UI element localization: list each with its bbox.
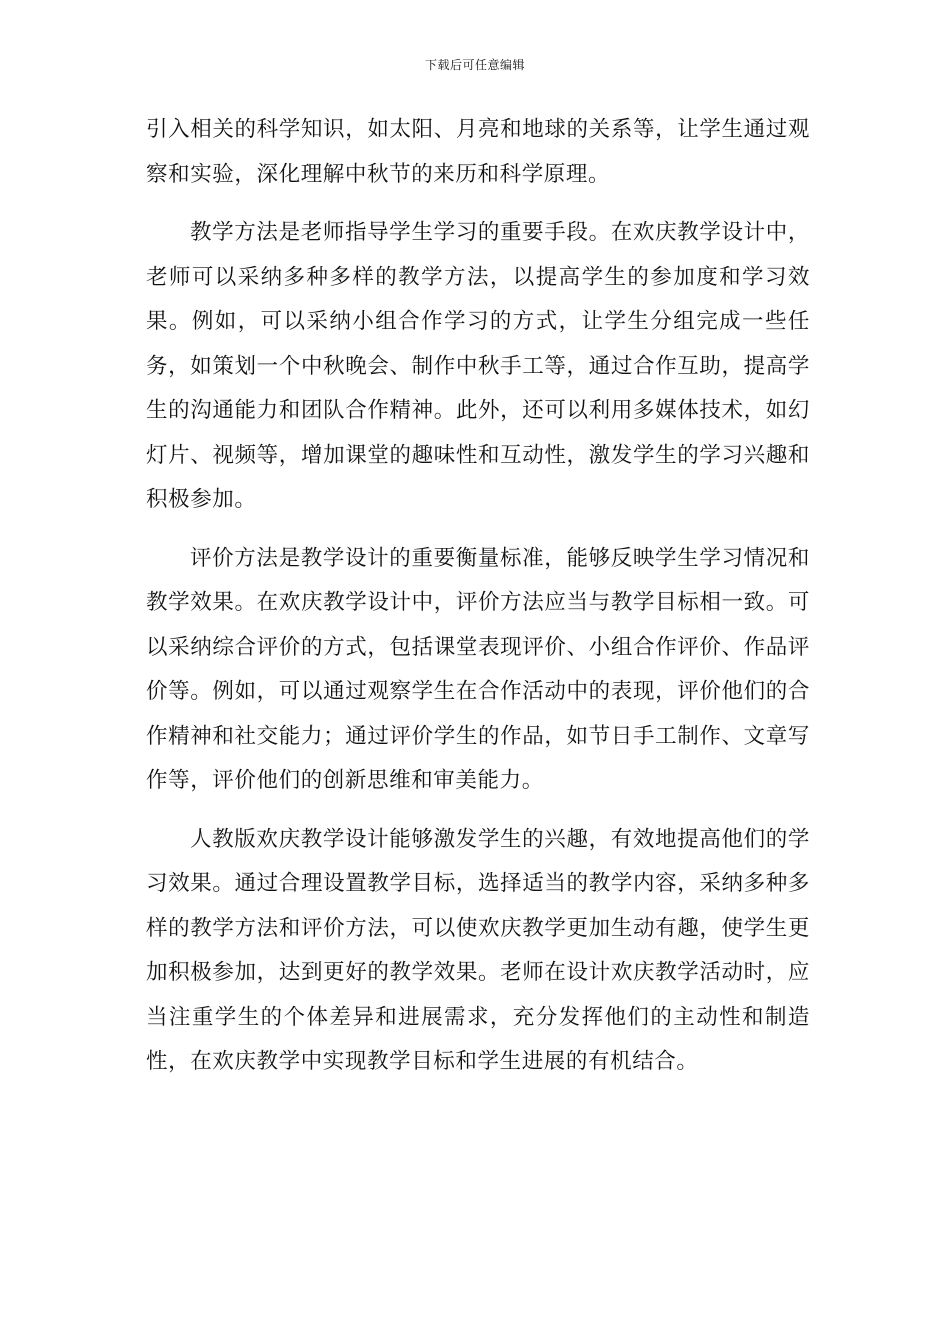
paragraph-2: 教学方法是老师指导学生学习的重要手段。在欢庆教学设计中，老师可以采纳多种多样的教学方法，以提高学生的参加度和学习效果。例如，可以采纳小组合作学习的方式，让学生分组完成一些任务，如策划一个中秋晚会、制作中秋手工等，通过合作互助，提高学生的沟通能力和团队合作精神。此外，还可以利用多媒体技术，如幻灯片、视频等，增加课堂的趣味性和互动性，激发学生的学习兴趣和积极参加。 — [146, 220, 810, 512]
paragraph-4: 人教版欢庆教学设计能够激发学生的兴趣，有效地提高他们的学习效果。通过合理设置教学目标，选择适当的教学内容，采纳多种多样的教学方法和评价方法，可以使欢庆教学更加生动有趣，使学生更加积极参加，达到更好的教学效果。老师在设计欢庆教学活动时，应当注重学生的个体差异和进展需求，充分发挥他们的主动性和制造性，在欢庆教学中实现教学目标和学生进展的有机结合。 — [146, 826, 810, 1074]
paragraph-1: 引入相关的科学知识，如太阳、月亮和地球的关系等，让学生通过观察和实验，深化理解中秋节的来历和科学原理。 — [146, 117, 810, 187]
page-header: 下载后可任意编辑 — [424, 58, 525, 72]
document-body — [146, 108, 810, 1099]
paragraph-3: 评价方法是教学设计的重要衡量标准，能够反映学生学习情况和教学效果。在欢庆教学设计中，评价方法应当与教学目标相一致。可以采纳综合评价的方式，包括课堂表现评价、小组合作评价、作品评价等。例如，可以通过观察学生在合作活动中的表现，评价他们的合作精神和社交能力；通过评价学生的作品，如节日手工制作、文章写作等，评价他们的创新思维和审美能力。 — [146, 545, 810, 793]
